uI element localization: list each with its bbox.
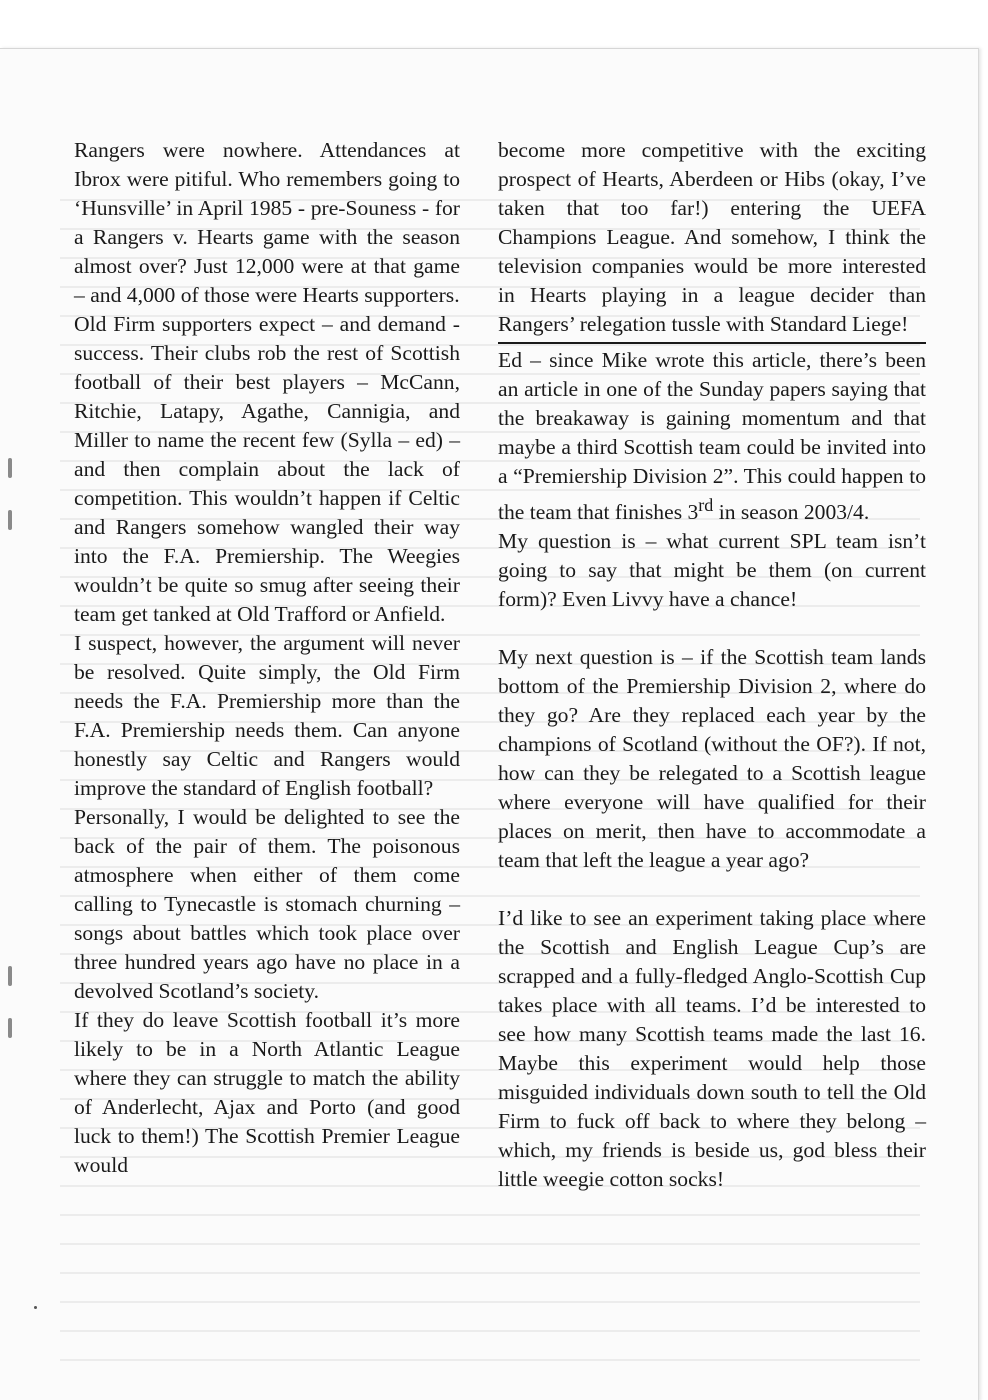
punch-hole-mark bbox=[8, 458, 12, 478]
ordinal-suffix: rd bbox=[698, 495, 714, 515]
paragraph: I suspect, however, the argument will never be resolved. Quite simply, the Old Firm needs the F.A. Premiership more than the F.A. Premiership needs them. Can anyone honestly say Celtic and Rangers would improve the standard of English football? bbox=[74, 631, 460, 800]
punch-hole-mark bbox=[8, 510, 12, 530]
editor-note-text-end: in season 2003/4. bbox=[713, 500, 870, 525]
stray-mark bbox=[34, 1306, 37, 1309]
paragraph: become more competitive with the exciting prospect of Hearts, Aberdeen or Hibs (okay, I’ve taken that too far!) entering the UEFA Champions League. And somehow, I think the television companies would be more interested in Hearts playing in a league decider than Rangers’ relegation tussle with Standard Liege! bbox=[498, 138, 926, 336]
paragraph: My next question is – if the Scottish team lands bottom of the Premiership Division 2, where do they go? Are they replaced each year by the champions of Scotland (without the OF?). If not, how can they be relegated to a Scottish league where everyone will have qualified for their places on merit, then have to accommodate a team that left the league a year ago? bbox=[498, 645, 926, 873]
left-column bbox=[74, 136, 460, 1180]
paragraph: Old Firm supporters expect – and demand - success. Their clubs rob the rest of Scottish football of their best players – McCann, Ritchie, Latapy, Agathe, Cannigia, and Miller to name the recent few (Sylla – ed) – and then complain about the lack of competition. This wouldn’t happen if Celtic and Rangers somehow wangled their way into the F.A. Premiership. The Weegies wouldn’t be quite so smug after seeing their team get tanked at Old Trafford or Anfield. bbox=[74, 312, 460, 626]
paragraph: Rangers were nowhere. Attendances at Ibrox were pitiful. Who remembers going to ‘Hunsville’ in April 1985 - pre-Souness - for a Rangers v. Hearts game with the season almost over? Just 12,000 were at that game – and 4,000 of those were Hearts supporters. bbox=[74, 138, 460, 307]
right-column bbox=[498, 136, 926, 1194]
paragraph: My question is – what current SPL team isn’t going to say that might be them (on current form)? Even Livvy have a chance! bbox=[498, 529, 926, 612]
paragraph: If they do leave Scottish football it’s more likely to be in a North Atlantic League where they can struggle to match the ability of Anderlecht, Ajax and Porto (and good luck to them!) The Scottish Premier League would bbox=[74, 1008, 460, 1177]
section-divider bbox=[498, 342, 926, 344]
editor-note-text: Ed – since Mike wrote this article, there’s been an article in one of the Sunday papers saying that the breakaway is gaining momentum and that maybe a third Scottish team could be invited into a “Premiership Division 2”. This could happen to the team that finishes 3 bbox=[498, 348, 926, 525]
editor-note bbox=[498, 346, 926, 527]
paragraph: Personally, I would be delighted to see the back of the pair of them. The poisonous atmosphere when either of them come calling to Tynecastle is stomach churning – songs about battles which took place over three hundred years ago have no place in a devolved Scotland’s society. bbox=[74, 805, 460, 1003]
paragraph: I’d like to see an experiment taking place where the Scottish and English League Cup’s are scrapped and a fully-fledged Anglo-Scottish Cup takes place with all teams. I’d be interested to see how many Scottish teams made the last 16. Maybe this experiment would help those misguided individuals down south to tell the Old Firm to fuck off back to where they belong – which, my friends is beside us, god bless their little weegie cotton socks! bbox=[498, 906, 926, 1192]
punch-hole-mark bbox=[8, 1018, 12, 1038]
punch-hole-mark bbox=[8, 966, 12, 986]
